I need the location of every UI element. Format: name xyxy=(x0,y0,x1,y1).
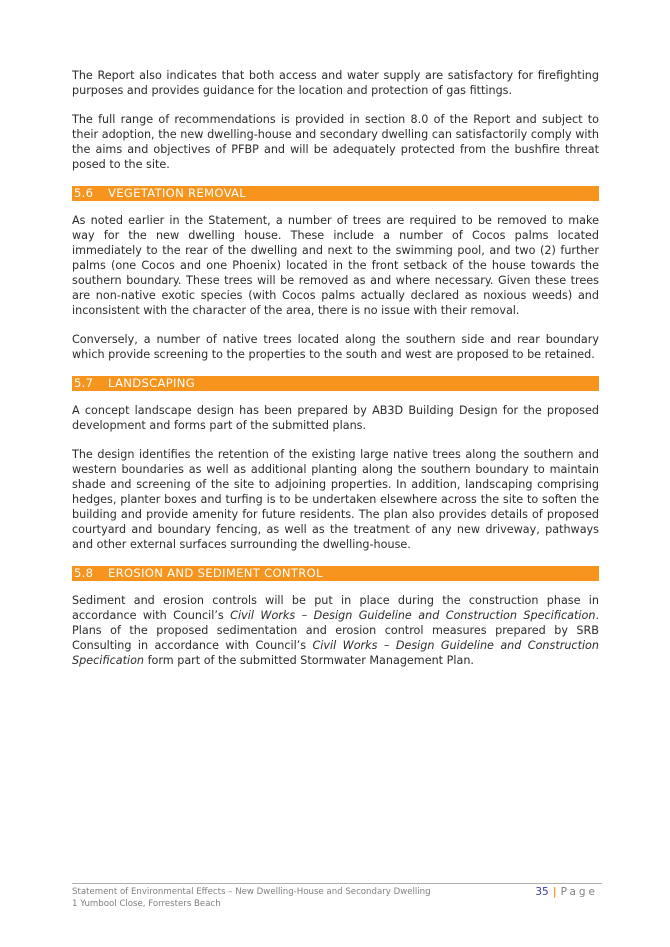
text-run: . Plans of the proposed sedimentation and erosion control measures prepared by SRB Consulting in accordance with Council’s xyxy=(72,609,600,652)
page-number: 35 xyxy=(535,886,549,898)
paragraph: As noted earlier in the Statement, a number of trees are required to be removed to make way for the new dwelling house. These include a number of Cocos palms located immediately to the rear of the dwelling and next to the swimming pool, and two (2) further palms (one Cocos and one Phoenix) located in the front setback of the house towards the southern boundary. These trees will be removed as and where necessary. Given these trees are non-native exotic species (with Cocos palms actually declared as noxious weeds) and inconsistent with the character of the area, there is no issue with their removal. xyxy=(72,214,599,317)
section-title: EROSION AND SEDIMENT CONTROL xyxy=(108,566,323,580)
footer-line-address: 1 Yumbool Close, Forresters Beach xyxy=(72,899,221,909)
footer-line-title: Statement of Environmental Effects – New Dwelling-House and Secondary Dwelling xyxy=(72,887,431,897)
section-title: LANDSCAPING xyxy=(108,376,196,390)
page-footer xyxy=(72,883,602,910)
section-heading-vegetation-removal xyxy=(72,186,599,201)
section-number: 5.6 xyxy=(74,186,94,200)
text-run: Sediment and erosion controls will be put in place during the construction phase in accordance with Council’s xyxy=(72,594,599,622)
paragraph: The Report also indicates that both access and water supply are satisfactory for firefighting purposes and provides guidance for the location and protection of gas fittings. xyxy=(72,69,599,97)
text-run: form part of the submitted Stormwater Management Plan. xyxy=(144,654,474,667)
footer-text xyxy=(72,886,602,910)
section-title: VEGETATION REMOVAL xyxy=(108,186,247,200)
section-number: 5.8 xyxy=(74,566,94,580)
paragraph: A concept landscape design has been prepared by AB3D Building Design for the proposed development and forms part of the submitted plans. xyxy=(72,404,599,432)
section-number: 5.7 xyxy=(74,376,94,390)
paragraph: The full range of recommendations is provided in section 8.0 of the Report and subject to their adoption, the new dwelling-house and secondary dwelling can satisfactorily comply with the aims and objectives of PFBP and will be adequately protected from the bushfire threat posed to the site. xyxy=(72,113,599,171)
page-separator: | xyxy=(552,886,557,898)
section-heading-landscaping xyxy=(72,376,599,391)
paragraph: The design identifies the retention of the existing large native trees along the southern and western boundaries as well as additional planting along the southern boundary to maintain shade and screening of the site to adjoining properties. In addition, landscaping comprising hedges, planter boxes and turfing is to be undertaken elsewhere across the site to soften the building and provide amenity for future residents. The plan also provides details of proposed courtyard and boundary fencing, as well as the treatment of any new driveway, pathways and other external surfaces surrounding the dwelling-house. xyxy=(72,448,599,551)
paragraph xyxy=(72,593,599,668)
document-title-italic: Civil Works – Design Guideline and Construction Specification xyxy=(230,609,596,622)
section-heading-erosion-sediment-control xyxy=(72,566,599,581)
page-indicator xyxy=(535,886,598,898)
document-title-italic: Civil Works – Design Guideline and Construction Specification xyxy=(72,639,599,667)
paragraph: Conversely, a number of native trees located along the southern side and rear boundary which provide screening to the properties to the south and west are proposed to be retained. xyxy=(72,333,599,361)
page-label: Page xyxy=(560,886,598,898)
page-content xyxy=(72,68,599,682)
